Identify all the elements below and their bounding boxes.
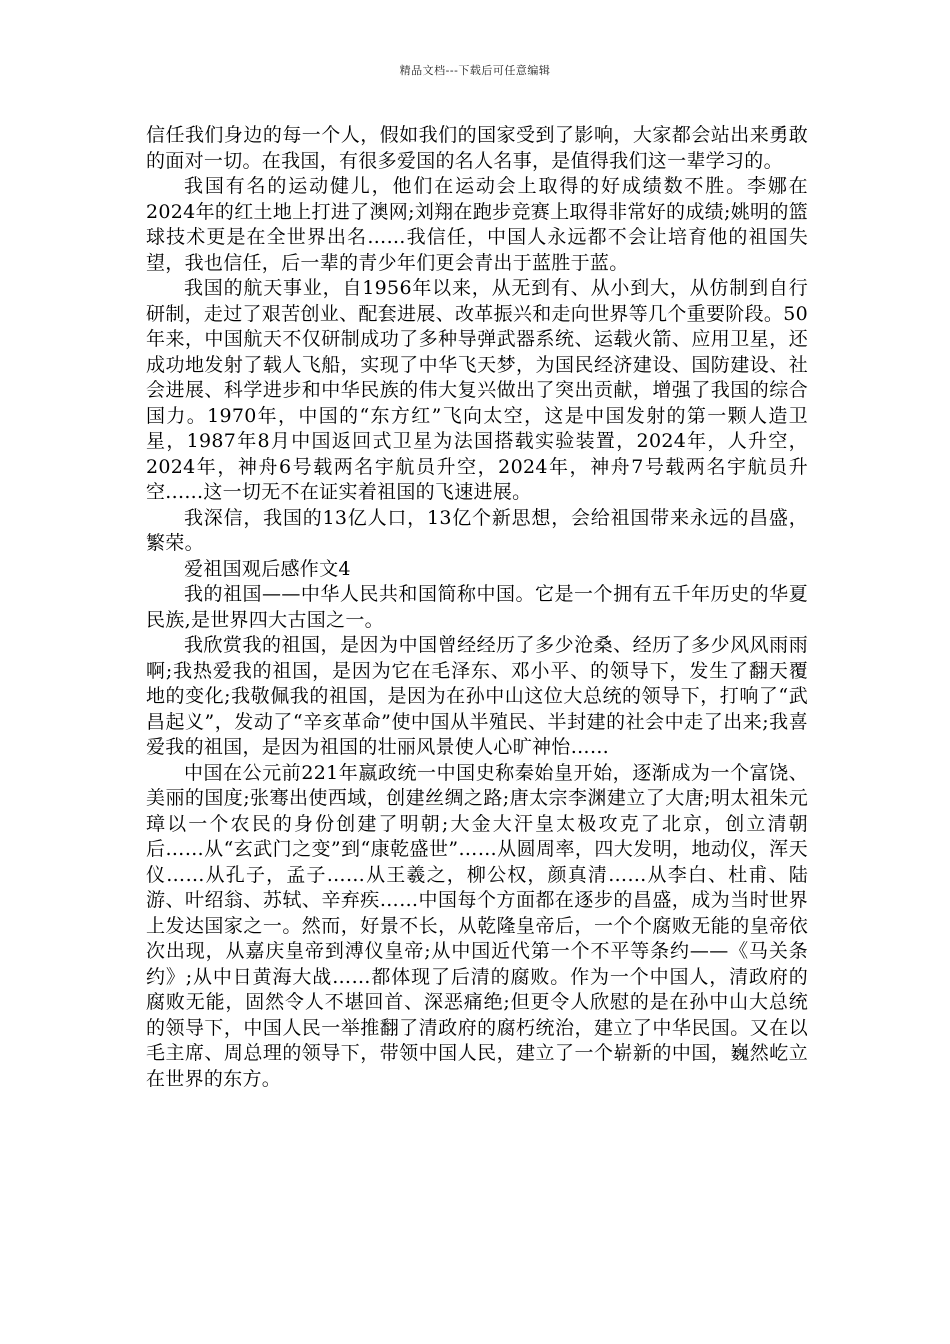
paragraph-continuation: 信任我们身边的每一个人，假如我们的国家受到了影响，大家都会站出来勇敢的面对一切。在我国，有很多爱国的名人名事，是值得我们这一辈学习的。	[146, 124, 808, 172]
paragraph-athletes: 我国有名的运动健儿，他们在运动会上取得的好成绩数不胜。李娜在2024年的红土地上打进了澳网;刘翔在跑步竞赛上取得非常好的成绩;姚明的篮球技术更是在全世界出名……我信任，中国人永远都不会让培育他的祖国失望，我也信任，后一辈的青少年们更会青出于蓝胜于蓝。	[146, 175, 808, 274]
document-body	[146, 123, 808, 1092]
paragraph-admiration: 我欣赏我的祖国，是因为中国曾经经历了多少沧桑、经历了多少风风雨雨啊;我热爱我的祖国，是因为它在毛泽东、邓小平、的领导下，发生了翻天覆地的变化;我敬佩我的祖国，是因为在孙中山这位大总统的领导下，打响了“武昌起义”，发动了“辛亥革命”使中国从半殖民、半封建的社会中走了出来;我喜爱我的祖国，是因为祖国的壮丽风景使人心旷神怡……	[146, 634, 808, 758]
page-header: 精品文档---下载后可任意编辑	[399, 64, 551, 77]
paragraph-history: 中国在公元前221年嬴政统一中国史称秦始皇开始，逐渐成为一个富饶、美丽的国度;张骞出使西域，创建丝绸之路;唐太宗李渊建立了大唐;明太祖朱元璋以一个农民的身份创建了明朝;大金大汗皇太极攻克了北京，创立清朝后……从“玄武门之变”到“康乾盛世”……从圆周率，四大发明，地动仪，浑天仪……从孔子，孟子……从王羲之，柳公权，颜真清……从李白、杜甫、陆游、叶绍翁、苏轼、辛弃疾……中国每个方面都在逐步的昌盛，成为当时世界上发达国家之一。然而，好景不长，从乾隆皇帝后，一个个腐败无能的皇帝依次出现，从嘉庆皇帝到溥仪皇帝;从中国近代第一个不平等条约——《马关条约》;从中日黄海大战……都体现了后清的腐败。作为一个中国人，清政府的腐败无能，固然令人不堪回首、深恶痛绝;但更令人欣慰的是在孙中山大总统的领导下，中国人民一举推翻了清政府的腐朽统治，建立了中华民国。又在以毛主席、周总理的领导下，带领中国人民，建立了一个崭新的中国，巍然屹立在世界的东方。	[146, 761, 808, 1090]
section-heading: 爱祖国观后感作文4	[184, 557, 351, 580]
paragraph-aerospace: 我国的航天事业，自1956年以来，从无到有、从小到大，从仿制到自行研制，走过了艰苦创业、配套进展、改革振兴和走向世界等几个重要阶段。50年来，中国航天不仅研制成功了多种导弹武器系统、运载火箭、应用卫星，还成功地发射了载人飞船，实现了中华飞天梦，为国民经济建设、国防建设、社会进展、科学进步和中华民族的伟大复兴做出了突出贡献，增强了我国的综合国力。1970年，中国的“东方红”飞向太空，这是中国发射的第一颗人造卫星，1987年8月中国返回式卫星为法国搭载实验装置，2024年，人升空，2024年，神舟6号载两名宇航员升空，2024年，神舟7号载两名宇航员升空......这一切无不在证实着祖国的飞速进展。	[146, 277, 808, 503]
paragraph-motherland: 我的祖国——中华人民共和国简称中国。它是一个拥有五千年历史的华夏民族,是世界四大古国之一。	[146, 583, 808, 631]
paragraph-belief: 我深信，我国的13亿人口，13亿个新思想，会给祖国带来永远的昌盛，繁荣。	[146, 506, 808, 554]
